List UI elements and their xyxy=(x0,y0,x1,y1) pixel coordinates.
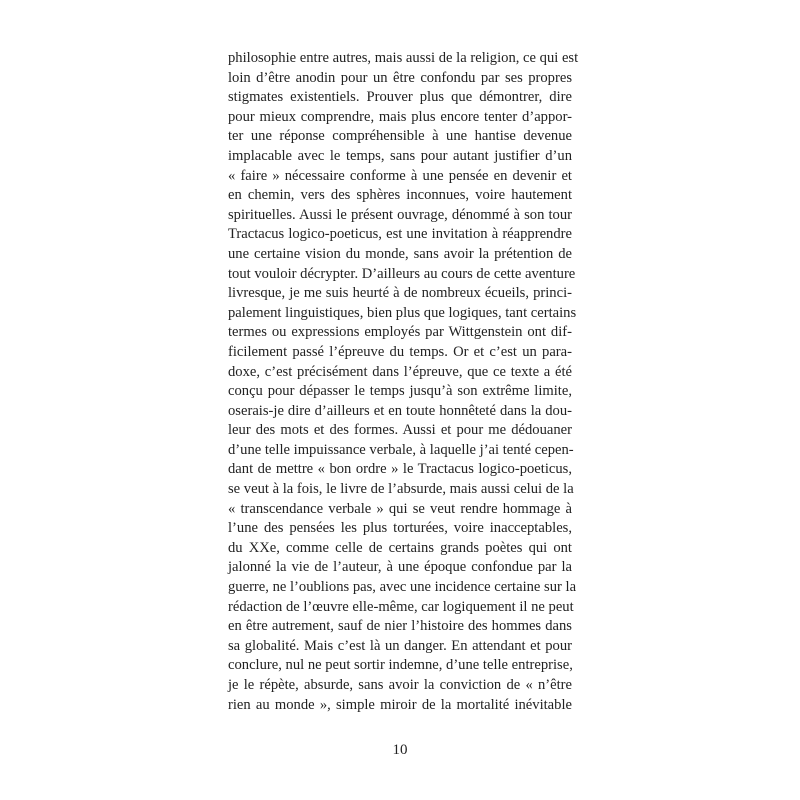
text-line: rédaction de l’œuvre elle-même, car logiquement il ne peut xyxy=(228,598,574,615)
text-line: doxe, c’est précisément dans l’épreuve, que ce texte a été xyxy=(228,363,572,380)
text-line: jalonné la vie de l’auteur, à une époque confondue par la xyxy=(228,559,572,576)
text-line: palement linguistiques, bien plus que logiques, tant certains xyxy=(228,304,577,321)
text-line: ficilement passé l’épreuve du temps. Or et c’est un para- xyxy=(228,343,572,360)
text-line: d’une telle impuissance verbale, à laquelle j’ai tenté cepen- xyxy=(228,441,574,458)
text-line: oserais-je dire d’ailleurs et en toute honnêteté dans la dou- xyxy=(228,402,572,419)
text-line: dant de mettre « bon ordre » le Tractacus logico-poeticus, xyxy=(228,461,572,478)
text-line: « faire » nécessaire conforme à une pensée en devenir et xyxy=(228,167,572,184)
text-line: sa globalité. Mais c’est là un danger. En attendant et pour xyxy=(228,637,572,654)
text-line: Tractacus logico-poeticus, est une invitation à réapprendre xyxy=(228,226,572,243)
text-line: l’une des pensées les plus torturées, voire inacceptables, xyxy=(228,520,572,537)
text-line: du XXe, comme celle de certains grands poètes qui ont xyxy=(228,539,572,556)
text-line: philosophie entre autres, mais aussi de la religion, ce qui est xyxy=(228,50,579,66)
page-number: 10 xyxy=(392,742,408,758)
text-line: une certaine vision du monde, sans avoir la prétention de xyxy=(228,245,572,262)
text-line: tout vouloir décrypter. D’ailleurs au cours de cette aventure xyxy=(228,265,576,282)
text-line: se veut à la fois, le livre de l’absurde, mais aussi celui de la xyxy=(228,481,574,498)
text-line: « transcendance verbale » qui se veut rendre hommage à xyxy=(228,500,572,517)
text-line: leur des mots et des formes. Aussi et pour me dédouaner xyxy=(228,422,572,439)
text-line: je le répète, absurde, sans avoir la conviction de « n’être xyxy=(228,677,572,693)
text-line: en être autrement, sauf de nier l’histoire des hommes dans xyxy=(228,618,572,635)
text-line: livresque, je me suis heurté à de nombreux écueils, princi- xyxy=(228,285,572,302)
text-line: en chemin, vers des sphères inconnues, voire hautement xyxy=(228,187,572,204)
text-line: ter une réponse compréhensible à une hantise devenue xyxy=(228,128,572,145)
text-line: conçu pour dépasser le temps jusqu’à son extrême limite, xyxy=(228,383,572,400)
text-line: termes ou expressions employés par Wittgenstein ont dif- xyxy=(228,324,572,341)
text-line: implacable avec le temps, sans pour autant justifier d’un xyxy=(228,147,572,164)
text-line: loin d’être anodin pour un être confondu par ses propres xyxy=(228,69,572,86)
text-line: stigmates existentiels. Prouver plus que démontrer, dire xyxy=(228,89,572,106)
text-line: conclure, nul ne peut sortir indemne, d’une telle entreprise, xyxy=(228,657,573,674)
text-line: pour mieux comprendre, mais plus encore tenter d’appor- xyxy=(228,108,572,125)
text-line: guerre, ne l’oublions pas, avec une incidence certaine sur la xyxy=(228,579,577,596)
text-line: spirituelles. Aussi le présent ouvrage, dénommé à son tour xyxy=(228,206,572,223)
body-text xyxy=(228,49,579,715)
text-line: rien au monde », simple miroir de la mortalité inévitable xyxy=(228,696,572,713)
